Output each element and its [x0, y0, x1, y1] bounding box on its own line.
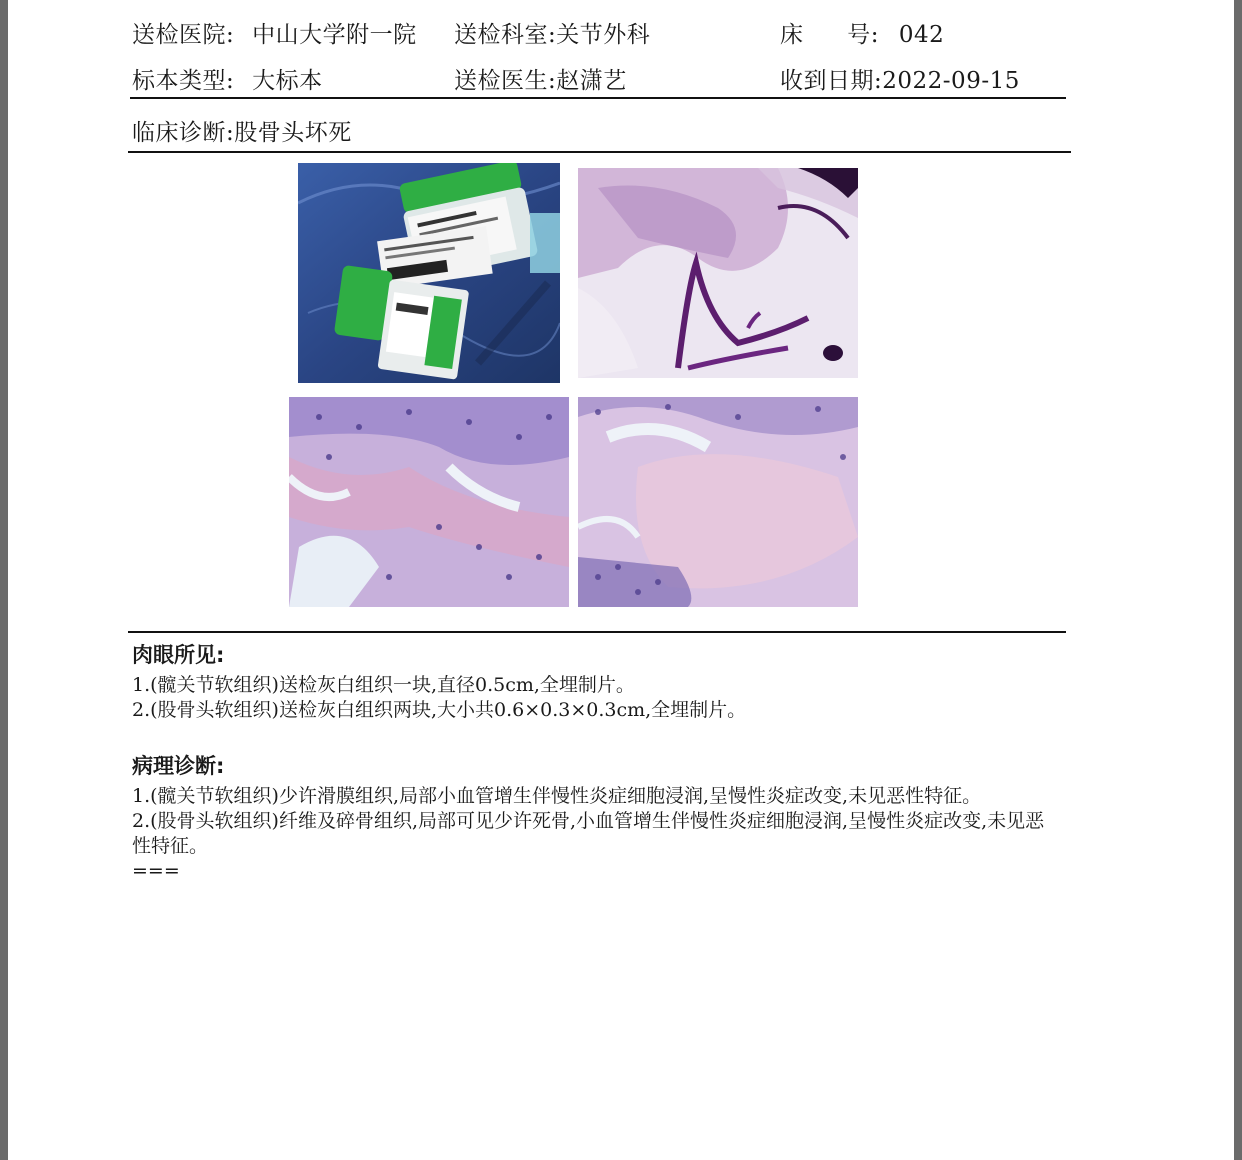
diagnosis-item-1: 1.(髋关节软组织)少许滑膜组织,局部小血管增生伴慢性炎症细胞浸润,呈慢性炎症改变,未见恶性特征。: [132, 785, 982, 807]
report-page: [8, 0, 1234, 1160]
department-field: [454, 16, 650, 49]
hospital-value: 中山大学附一院: [252, 22, 417, 48]
histology-high-power-1: [289, 397, 569, 607]
department-label: 送检科室:: [454, 22, 557, 48]
clinical-diagnosis-label: 临床诊断:: [132, 120, 235, 146]
specimen-type-field: [132, 62, 323, 95]
received-date-label: 收到日期:: [780, 68, 883, 94]
bed-field: [780, 16, 944, 49]
department-value: 关节外科: [556, 22, 651, 48]
histology-high-power-2: [578, 397, 858, 607]
doctor-field: [454, 62, 627, 95]
bed-value: 042: [898, 22, 945, 48]
bed-label: 床 号:: [780, 22, 880, 48]
received-date-value: 2022-09-15: [882, 68, 1020, 94]
received-date-field: [780, 62, 1020, 95]
gross-item-2: 2.(股骨头软组织)送检灰白组织两块,大小共0.6×0.3×0.3cm,全埋制片。: [132, 699, 747, 721]
diagnosis-list: [132, 784, 1062, 884]
hospital-label: 送检医院:: [132, 22, 235, 48]
diagnosis-item-2: 2.(股骨头软组织)纤维及碎骨组织,局部可见少许死骨,小血管增生伴慢性炎症细胞浸润,呈慢性炎症改变,未见恶性特征。: [132, 810, 1045, 857]
gross-title: 肉眼所见:: [132, 643, 225, 667]
gross-list: [132, 673, 1062, 723]
doctor-label: 送检医生:: [454, 68, 557, 94]
hospital-field: [132, 16, 417, 49]
clinical-diagnosis-field: [132, 114, 352, 147]
doctor-value: 赵潇艺: [556, 68, 627, 94]
specimen-type-label: 标本类型:: [132, 68, 235, 94]
clinical-diagnosis-value: 股骨头坏死: [234, 120, 352, 146]
header-divider: [130, 97, 1066, 99]
gross-item-1: 1.(髋关节软组织)送检灰白组织一块,直径0.5cm,全埋制片。: [132, 674, 635, 696]
specimen-type-value: 大标本: [252, 68, 323, 94]
specimen-containers-photo: [298, 163, 560, 383]
histology-low-power: [578, 168, 858, 378]
end-mark: ===: [132, 860, 180, 882]
images-divider: [128, 631, 1066, 633]
clinical-divider: [128, 151, 1071, 153]
diagnosis-title: 病理诊断:: [132, 754, 225, 778]
